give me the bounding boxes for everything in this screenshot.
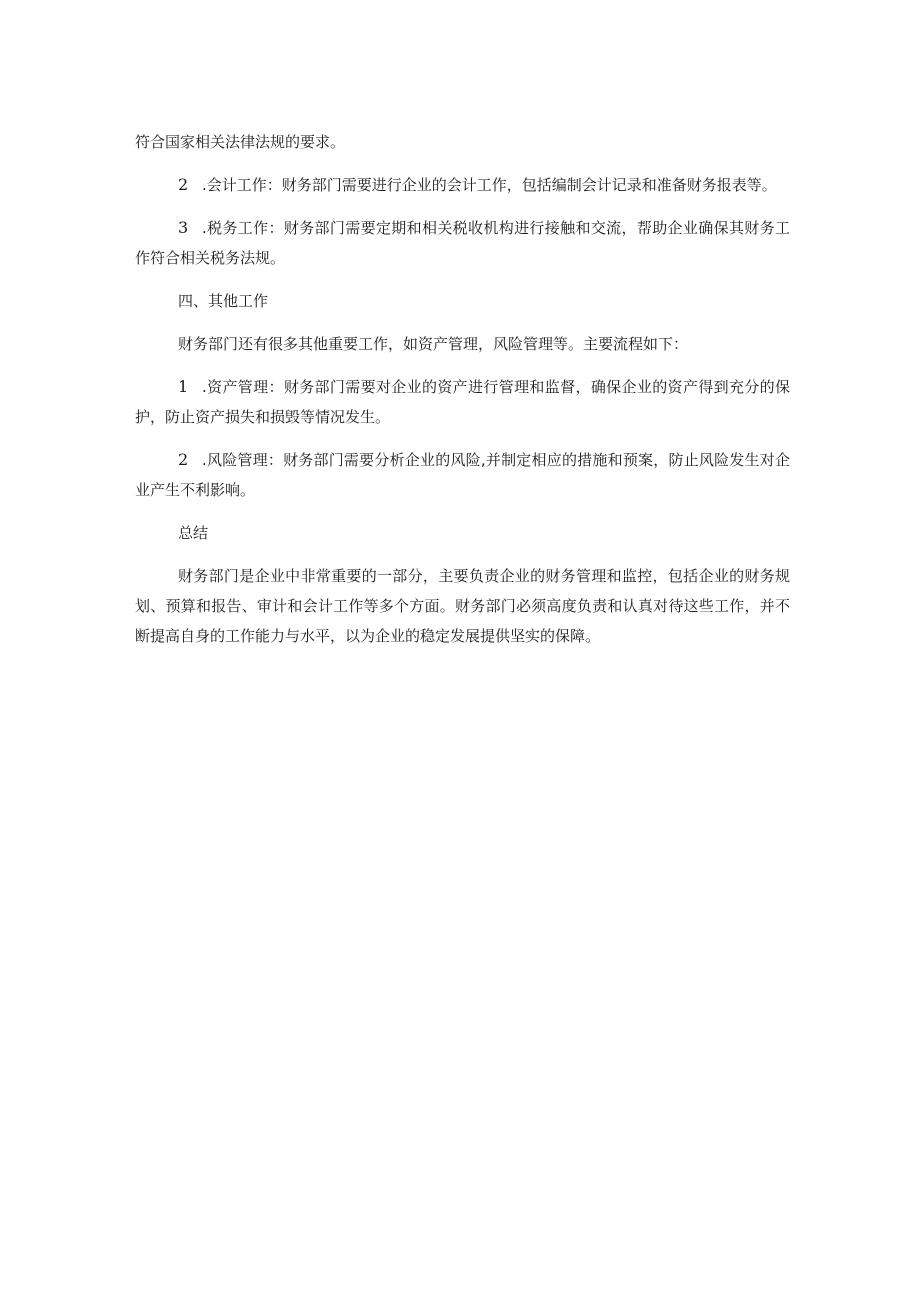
heading-text: 四、其他工作 — [178, 292, 269, 310]
paragraph-summary — [135, 561, 790, 651]
list-number: 2 — [178, 450, 189, 469]
heading-text: 总结 — [178, 524, 209, 542]
paragraph-intro — [135, 329, 790, 359]
list-number: 1 — [178, 377, 189, 396]
section-heading-other-work — [135, 286, 790, 316]
paragraph-text: 财务部门是企业中非常重要的一部分，主要负责企业的财务管理和监控，包括企业的财务规划、预算和报告、审计和会计工作等多个方面。财务部门必须高度负责和认真对待这些工作，并不断提高自身的工作能力与水平，以为企业的稳定发展提供坚实的保障。 — [135, 567, 790, 645]
section-heading-summary — [135, 518, 790, 548]
paragraph-text: .资产管理：财务部门需要对企业的资产进行管理和监督，确保企业的资产得到充分的保护，防止资产损失和损毁等情况发生。 — [135, 378, 790, 426]
list-number: 2 — [178, 175, 189, 194]
list-item-accounting — [135, 170, 790, 200]
document-body — [135, 127, 790, 651]
paragraph-text: .税务工作：财务部门需要定期和相关税收机构进行接触和交流，帮助企业确保其财务工作符合相关税务法规。 — [135, 219, 790, 267]
paragraph-text: 符合国家相关法律法规的要求。 — [135, 133, 346, 151]
list-item-asset-management — [135, 372, 790, 432]
list-item-risk-management — [135, 445, 790, 505]
paragraph-text: 财务部门还有很多其他重要工作，如资产管理，风险管理等。主要流程如下： — [178, 335, 689, 353]
paragraph-text: .风险管理：财务部门需要分析企业的风险,并制定相应的措施和预案，防止风险发生对企业产生不利影响。 — [135, 451, 790, 499]
paragraph-continuation — [135, 127, 790, 157]
list-item-tax — [135, 213, 790, 273]
paragraph-text: .会计工作：财务部门需要进行企业的会计工作，包括编制会计记录和准备财务报表等。 — [202, 176, 777, 194]
list-number: 3 — [178, 218, 189, 237]
